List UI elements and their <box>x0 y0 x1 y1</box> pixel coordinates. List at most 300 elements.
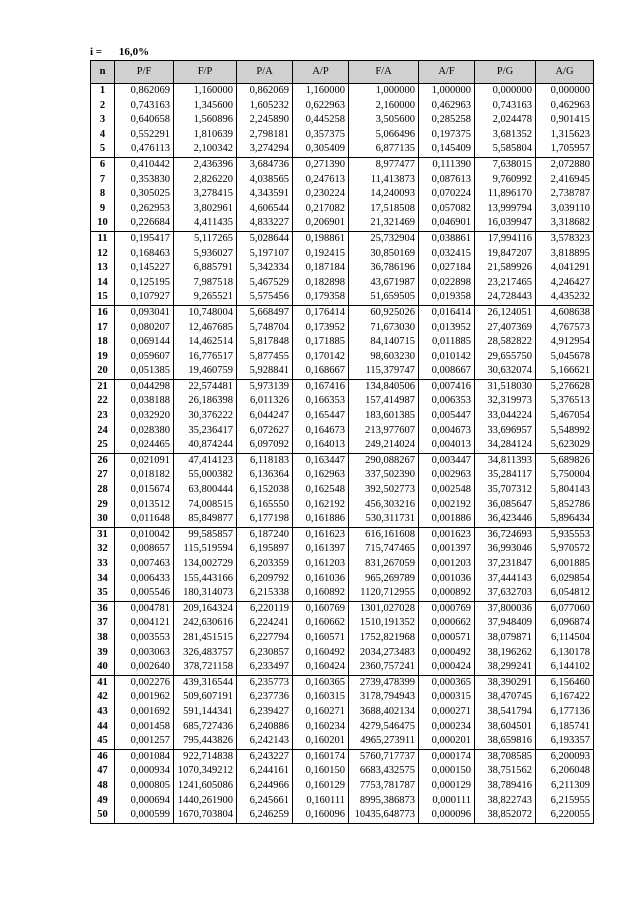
fp-value: 1,560896 <box>174 113 237 128</box>
fp-value: 5,117265 <box>174 231 237 246</box>
pa-value: 6,244161 <box>237 764 293 779</box>
period-n: 45 <box>91 734 115 749</box>
af-value: 0,002548 <box>419 483 475 498</box>
ap-value: 0,160315 <box>293 690 349 705</box>
fa-value: 25,732904 <box>349 231 419 246</box>
pg-value: 37,231847 <box>475 557 536 572</box>
fp-value: 19,460759 <box>174 364 237 379</box>
af-value: 0,000096 <box>419 808 475 823</box>
pg-value: 38,390291 <box>475 675 536 690</box>
ag-value: 4,912954 <box>536 335 594 350</box>
table-row <box>91 808 594 823</box>
fa-value: 10435,648773 <box>349 808 419 823</box>
ap-value: 0,247613 <box>293 173 349 188</box>
pf-value: 0,262953 <box>115 202 174 217</box>
table-row <box>91 794 594 809</box>
pa-value: 5,928841 <box>237 364 293 379</box>
pg-value: 36,993046 <box>475 542 536 557</box>
ap-value: 0,445258 <box>293 113 349 128</box>
ap-value: 0,160096 <box>293 808 349 823</box>
af-value: 0,000129 <box>419 779 475 794</box>
period-n: 22 <box>91 394 115 409</box>
pa-value: 6,243227 <box>237 749 293 764</box>
table-row <box>91 128 594 143</box>
pa-value: 6,224241 <box>237 616 293 631</box>
ag-value: 6,215955 <box>536 794 594 809</box>
ap-value: 0,160365 <box>293 675 349 690</box>
period-n: 5 <box>91 142 115 157</box>
pa-value: 6,233497 <box>237 660 293 675</box>
ag-value: 4,767573 <box>536 321 594 336</box>
ap-value: 0,161036 <box>293 572 349 587</box>
ap-value: 0,167416 <box>293 379 349 394</box>
ap-value: 0,182898 <box>293 276 349 291</box>
fa-value: 1120,712955 <box>349 586 419 601</box>
table-body <box>91 84 594 824</box>
pg-value: 38,604501 <box>475 720 536 735</box>
table-row <box>91 247 594 262</box>
pa-value: 6,072627 <box>237 424 293 439</box>
ap-value: 0,187184 <box>293 261 349 276</box>
period-n: 7 <box>91 173 115 188</box>
table-row <box>91 321 594 336</box>
ap-value: 0,162192 <box>293 498 349 513</box>
pa-value: 6,235773 <box>237 675 293 690</box>
table-row <box>91 157 594 172</box>
table-row <box>91 779 594 794</box>
period-n: 30 <box>91 512 115 527</box>
pg-value: 5,585804 <box>475 142 536 157</box>
af-value: 0,032415 <box>419 247 475 262</box>
fp-value: 6,885791 <box>174 261 237 276</box>
period-n: 1 <box>91 84 115 99</box>
af-value: 0,010142 <box>419 350 475 365</box>
ag-value: 6,077060 <box>536 601 594 616</box>
pg-value: 27,407369 <box>475 321 536 336</box>
pg-value: 37,444143 <box>475 572 536 587</box>
period-n: 8 <box>91 187 115 202</box>
ap-value: 0,160424 <box>293 660 349 675</box>
period-n: 41 <box>91 675 115 690</box>
table-row <box>91 512 594 527</box>
fa-value: 11,413873 <box>349 173 419 188</box>
period-n: 15 <box>91 290 115 305</box>
header-pf: P/F <box>115 61 174 84</box>
period-n: 47 <box>91 764 115 779</box>
pa-value: 5,668497 <box>237 305 293 320</box>
pa-value: 4,606544 <box>237 202 293 217</box>
ap-value: 0,160234 <box>293 720 349 735</box>
pa-value: 6,203359 <box>237 557 293 572</box>
ap-value: 0,160271 <box>293 705 349 720</box>
table-row <box>91 99 594 114</box>
ap-value: 0,230224 <box>293 187 349 202</box>
period-n: 12 <box>91 247 115 262</box>
ap-value: 0,622963 <box>293 99 349 114</box>
ap-value: 0,160662 <box>293 616 349 631</box>
pf-value: 0,011648 <box>115 512 174 527</box>
pf-value: 0,038188 <box>115 394 174 409</box>
af-value: 0,000365 <box>419 675 475 690</box>
pg-value: 26,124051 <box>475 305 536 320</box>
af-value: 0,000424 <box>419 660 475 675</box>
ap-value: 0,161886 <box>293 512 349 527</box>
pg-value: 38,299241 <box>475 660 536 675</box>
pg-value: 38,541794 <box>475 705 536 720</box>
fa-value: 30,850169 <box>349 247 419 262</box>
table-row <box>91 394 594 409</box>
period-n: 50 <box>91 808 115 823</box>
pa-value: 5,877455 <box>237 350 293 365</box>
ap-value: 0,198861 <box>293 231 349 246</box>
period-n: 24 <box>91 424 115 439</box>
ag-value: 2,738787 <box>536 187 594 202</box>
af-value: 0,000234 <box>419 720 475 735</box>
pf-value: 0,001084 <box>115 749 174 764</box>
header-pa: P/A <box>237 61 293 84</box>
period-n: 29 <box>91 498 115 513</box>
table-row <box>91 601 594 616</box>
period-n: 31 <box>91 527 115 542</box>
header-n: n <box>91 61 115 84</box>
table-row <box>91 424 594 439</box>
pg-value: 38,822743 <box>475 794 536 809</box>
pf-value: 0,002640 <box>115 660 174 675</box>
pg-value: 0,000000 <box>475 84 536 99</box>
pa-value: 2,245890 <box>237 113 293 128</box>
pg-value: 31,518030 <box>475 379 536 394</box>
pa-value: 6,244966 <box>237 779 293 794</box>
af-value: 0,000892 <box>419 586 475 601</box>
header-af: A/F <box>419 61 475 84</box>
table-row <box>91 483 594 498</box>
ag-value: 3,818895 <box>536 247 594 262</box>
pf-value: 0,005546 <box>115 586 174 601</box>
ag-value: 2,072880 <box>536 157 594 172</box>
fa-value: 183,601385 <box>349 409 419 424</box>
pf-value: 0,410442 <box>115 157 174 172</box>
fp-value: 209,164324 <box>174 601 237 616</box>
pg-value: 37,632703 <box>475 586 536 601</box>
fp-value: 180,314073 <box>174 586 237 601</box>
pf-value: 0,044298 <box>115 379 174 394</box>
af-value: 0,087613 <box>419 173 475 188</box>
af-value: 0,285258 <box>419 113 475 128</box>
table-row <box>91 335 594 350</box>
period-n: 4 <box>91 128 115 143</box>
fp-value: 115,519594 <box>174 542 237 557</box>
fa-value: 3178,794943 <box>349 690 419 705</box>
period-n: 49 <box>91 794 115 809</box>
pa-value: 6,245661 <box>237 794 293 809</box>
pf-value: 0,000694 <box>115 794 174 809</box>
fa-value: 3688,402134 <box>349 705 419 720</box>
ap-value: 0,163447 <box>293 453 349 468</box>
period-n: 10 <box>91 216 115 231</box>
pg-value: 16,039947 <box>475 216 536 231</box>
fp-value: 922,714838 <box>174 749 237 764</box>
ag-value: 3,318682 <box>536 216 594 231</box>
pa-value: 5,197107 <box>237 247 293 262</box>
pa-value: 5,467529 <box>237 276 293 291</box>
fp-value: 2,100342 <box>174 142 237 157</box>
period-n: 11 <box>91 231 115 246</box>
pg-value: 37,948409 <box>475 616 536 631</box>
period-n: 6 <box>91 157 115 172</box>
ag-value: 6,220055 <box>536 808 594 823</box>
period-n: 9 <box>91 202 115 217</box>
table-row <box>91 749 594 764</box>
af-value: 0,145409 <box>419 142 475 157</box>
pg-value: 23,217465 <box>475 276 536 291</box>
af-value: 0,001886 <box>419 512 475 527</box>
fp-value: 35,236417 <box>174 424 237 439</box>
af-value: 0,462963 <box>419 99 475 114</box>
ap-value: 0,357375 <box>293 128 349 143</box>
ag-value: 6,206048 <box>536 764 594 779</box>
period-n: 38 <box>91 631 115 646</box>
ag-value: 5,548992 <box>536 424 594 439</box>
pf-value: 0,059607 <box>115 350 174 365</box>
ag-value: 4,041291 <box>536 261 594 276</box>
pf-value: 0,640658 <box>115 113 174 128</box>
pg-value: 24,728443 <box>475 290 536 305</box>
pf-value: 0,021091 <box>115 453 174 468</box>
period-n: 23 <box>91 409 115 424</box>
pf-value: 0,001962 <box>115 690 174 705</box>
period-n: 26 <box>91 453 115 468</box>
header-ap: A/P <box>293 61 349 84</box>
ag-value: 0,000000 <box>536 84 594 99</box>
pf-value: 0,004781 <box>115 601 174 616</box>
af-value: 0,001036 <box>419 572 475 587</box>
af-value: 0,057082 <box>419 202 475 217</box>
ap-value: 0,217082 <box>293 202 349 217</box>
fp-value: 85,849877 <box>174 512 237 527</box>
fp-value: 155,443166 <box>174 572 237 587</box>
fa-value: 84,140715 <box>349 335 419 350</box>
ag-value: 4,246427 <box>536 276 594 291</box>
fa-value: 715,747465 <box>349 542 419 557</box>
fa-value: 530,311731 <box>349 512 419 527</box>
ag-value: 5,689826 <box>536 453 594 468</box>
table-row <box>91 187 594 202</box>
ap-value: 0,176414 <box>293 305 349 320</box>
pg-value: 36,423446 <box>475 512 536 527</box>
fa-value: 5760,717737 <box>349 749 419 764</box>
table-row <box>91 734 594 749</box>
af-value: 0,004673 <box>419 424 475 439</box>
fp-value: 12,467685 <box>174 321 237 336</box>
fa-value: 6683,432575 <box>349 764 419 779</box>
table-row <box>91 586 594 601</box>
table-row <box>91 173 594 188</box>
pf-value: 0,000934 <box>115 764 174 779</box>
table-row <box>91 453 594 468</box>
ap-value: 0,161623 <box>293 527 349 542</box>
ap-value: 0,165447 <box>293 409 349 424</box>
pa-value: 5,748704 <box>237 321 293 336</box>
fa-value: 337,502390 <box>349 468 419 483</box>
ag-value: 6,193357 <box>536 734 594 749</box>
pg-value: 2,024478 <box>475 113 536 128</box>
pa-value: 5,973139 <box>237 379 293 394</box>
table-row <box>91 468 594 483</box>
pf-value: 0,003553 <box>115 631 174 646</box>
fp-value: 242,630616 <box>174 616 237 631</box>
table-row <box>91 660 594 675</box>
fa-value: 2739,478399 <box>349 675 419 690</box>
fa-value: 134,840506 <box>349 379 419 394</box>
pf-value: 0,018182 <box>115 468 174 483</box>
pg-value: 7,638015 <box>475 157 536 172</box>
table-row <box>91 631 594 646</box>
pa-value: 4,833227 <box>237 216 293 231</box>
ap-value: 1,160000 <box>293 84 349 99</box>
table-row <box>91 216 594 231</box>
period-n: 3 <box>91 113 115 128</box>
period-n: 36 <box>91 601 115 616</box>
af-value: 0,001397 <box>419 542 475 557</box>
table-row <box>91 542 594 557</box>
pg-value: 38,659816 <box>475 734 536 749</box>
pf-value: 0,353830 <box>115 173 174 188</box>
fp-value: 281,451515 <box>174 631 237 646</box>
fp-value: 439,316544 <box>174 675 237 690</box>
header-ag: A/G <box>536 61 594 84</box>
fp-value: 591,144341 <box>174 705 237 720</box>
table-row <box>91 720 594 735</box>
fa-value: 98,603230 <box>349 350 419 365</box>
af-value: 0,000492 <box>419 646 475 661</box>
ag-value: 3,039110 <box>536 202 594 217</box>
pf-value: 0,051385 <box>115 364 174 379</box>
table-row <box>91 276 594 291</box>
af-value: 0,197375 <box>419 128 475 143</box>
fa-value: 4965,273911 <box>349 734 419 749</box>
pa-value: 5,342334 <box>237 261 293 276</box>
fp-value: 1440,261900 <box>174 794 237 809</box>
pg-value: 38,079871 <box>475 631 536 646</box>
fa-value: 14,240093 <box>349 187 419 202</box>
ag-value: 5,166621 <box>536 364 594 379</box>
ap-value: 0,160129 <box>293 779 349 794</box>
fp-value: 7,987518 <box>174 276 237 291</box>
ag-value: 3,578323 <box>536 231 594 246</box>
period-n: 21 <box>91 379 115 394</box>
fp-value: 10,748004 <box>174 305 237 320</box>
ap-value: 0,162963 <box>293 468 349 483</box>
af-value: 0,000769 <box>419 601 475 616</box>
af-value: 0,001623 <box>419 527 475 542</box>
fa-value: 6,877135 <box>349 142 419 157</box>
fa-value: 392,502773 <box>349 483 419 498</box>
pg-value: 33,696957 <box>475 424 536 439</box>
ag-value: 6,185741 <box>536 720 594 735</box>
fp-value: 99,585857 <box>174 527 237 542</box>
period-n: 37 <box>91 616 115 631</box>
fp-value: 55,000382 <box>174 468 237 483</box>
period-n: 19 <box>91 350 115 365</box>
ag-value: 6,156460 <box>536 675 594 690</box>
pa-value: 6,230857 <box>237 646 293 661</box>
ag-value: 6,177136 <box>536 705 594 720</box>
fp-value: 5,936027 <box>174 247 237 262</box>
pg-value: 29,655750 <box>475 350 536 365</box>
pa-value: 6,136364 <box>237 468 293 483</box>
fa-value: 1301,027028 <box>349 601 419 616</box>
pf-value: 0,552291 <box>115 128 174 143</box>
ag-value: 0,901415 <box>536 113 594 128</box>
pf-value: 0,743163 <box>115 99 174 114</box>
ap-value: 0,168667 <box>293 364 349 379</box>
period-n: 16 <box>91 305 115 320</box>
table-row <box>91 113 594 128</box>
af-value: 0,016414 <box>419 305 475 320</box>
pg-value: 30,632074 <box>475 364 536 379</box>
ap-value: 0,160571 <box>293 631 349 646</box>
pf-value: 0,145227 <box>115 261 174 276</box>
pa-value: 5,575456 <box>237 290 293 305</box>
pa-value: 4,038565 <box>237 173 293 188</box>
rate-value: 16,0% <box>118 46 150 58</box>
fa-value: 1,000000 <box>349 84 419 99</box>
fp-value: 26,186398 <box>174 394 237 409</box>
table-row <box>91 690 594 705</box>
pa-value: 6,152038 <box>237 483 293 498</box>
ap-value: 0,170142 <box>293 350 349 365</box>
period-n: 28 <box>91 483 115 498</box>
pa-value: 4,343591 <box>237 187 293 202</box>
ap-value: 0,171885 <box>293 335 349 350</box>
pa-value: 3,274294 <box>237 142 293 157</box>
rate-symbol: i = <box>90 46 103 58</box>
fp-value: 16,776517 <box>174 350 237 365</box>
fa-value: 2034,273483 <box>349 646 419 661</box>
fa-value: 213,977607 <box>349 424 419 439</box>
fa-value: 290,088267 <box>349 453 419 468</box>
period-n: 44 <box>91 720 115 735</box>
pa-value: 6,118183 <box>237 453 293 468</box>
period-n: 39 <box>91 646 115 661</box>
pg-value: 9,760992 <box>475 173 536 188</box>
pa-value: 6,011326 <box>237 394 293 409</box>
table-row <box>91 498 594 513</box>
ap-value: 0,162548 <box>293 483 349 498</box>
ap-value: 0,161397 <box>293 542 349 557</box>
pg-value: 34,284124 <box>475 438 536 453</box>
pa-value: 0,862069 <box>237 84 293 99</box>
table-row <box>91 572 594 587</box>
fp-value: 378,721158 <box>174 660 237 675</box>
fp-value: 74,008515 <box>174 498 237 513</box>
af-value: 0,003447 <box>419 453 475 468</box>
af-value: 0,027184 <box>419 261 475 276</box>
fa-value: 8995,386873 <box>349 794 419 809</box>
fp-value: 47,414123 <box>174 453 237 468</box>
ag-value: 2,416945 <box>536 173 594 188</box>
af-value: 0,019358 <box>419 290 475 305</box>
ap-value: 0,271390 <box>293 157 349 172</box>
af-value: 0,000271 <box>419 705 475 720</box>
pf-value: 0,168463 <box>115 247 174 262</box>
af-value: 0,011885 <box>419 335 475 350</box>
pg-value: 33,044224 <box>475 409 536 424</box>
fa-value: 5,066496 <box>349 128 419 143</box>
ap-value: 0,160769 <box>293 601 349 616</box>
interest-factor-table <box>90 60 594 824</box>
pf-value: 0,093041 <box>115 305 174 320</box>
